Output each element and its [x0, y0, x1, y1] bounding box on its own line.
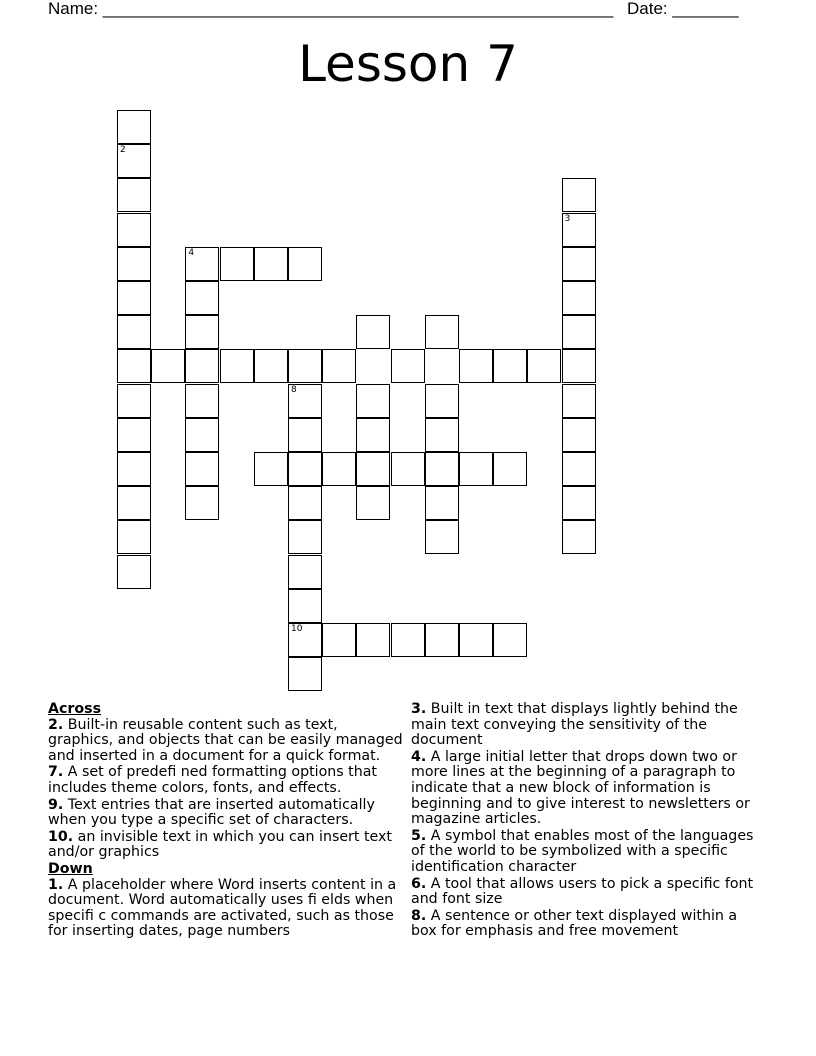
clue-number-label: 10 [291, 624, 303, 634]
grid-cell[interactable] [459, 349, 493, 383]
clue-down-5 [411, 829, 761, 876]
clue-number: 1. [48, 876, 64, 893]
clue-number-label: 2 [120, 145, 126, 156]
grid-cell[interactable] [117, 452, 151, 486]
grid-cell[interactable] [562, 452, 596, 486]
clue-number: 4. [411, 748, 427, 765]
grid-cell[interactable] [288, 657, 322, 691]
clue-text: A placeholder where Word inserts content in a document. Word automatically uses fi elds when specifi c commands are activated, such as those for inserting dates, page numbers [48, 876, 397, 940]
clue-number: 5. [411, 827, 427, 844]
grid-cell[interactable] [117, 144, 151, 178]
grid-cell[interactable] [425, 384, 459, 418]
grid-cell[interactable] [220, 349, 254, 383]
grid-cell[interactable] [288, 486, 322, 520]
clue-number: 2. [48, 716, 64, 733]
grid-cell[interactable] [254, 452, 288, 486]
grid-cell[interactable] [493, 349, 527, 383]
clue-number: 7. [48, 764, 64, 781]
clues-right-column [411, 702, 761, 941]
grid-cell[interactable] [391, 349, 425, 383]
grid-cell[interactable] [117, 486, 151, 520]
grid-cell[interactable] [425, 418, 459, 452]
grid-cell[interactable] [356, 486, 390, 520]
grid-cell[interactable] [288, 520, 322, 554]
grid-cell[interactable] [425, 452, 459, 486]
clue-number-label: 3 [564, 213, 571, 224]
clue-down-4 [411, 750, 761, 828]
grid-cell[interactable] [288, 589, 322, 623]
clue-across-2 [48, 718, 404, 765]
grid-cell[interactable] [117, 178, 151, 212]
grid-cell[interactable] [151, 349, 185, 383]
clue-text: Text entries that are inserted automatically when you type a specific set of characters. [48, 796, 375, 829]
grid-cell[interactable] [288, 384, 322, 418]
clue-number-label: 4 [188, 247, 195, 258]
grid-cell[interactable] [185, 418, 219, 452]
grid-cell[interactable] [562, 178, 596, 212]
grid-cell[interactable] [562, 247, 596, 281]
grid-cell[interactable] [117, 520, 151, 554]
grid-cell[interactable] [220, 247, 254, 281]
grid-cell[interactable] [356, 384, 390, 418]
clue-across-7 [48, 765, 404, 796]
clue-number: 6. [411, 875, 427, 892]
grid-cell[interactable] [117, 418, 151, 452]
grid-cell[interactable] [288, 623, 322, 657]
grid-cell[interactable] [288, 349, 322, 383]
clue-text: A set of predefi ned formatting options that includes theme colors, fonts, and effects. [48, 764, 377, 796]
grid-cell[interactable] [356, 623, 390, 657]
grid-cell[interactable] [562, 418, 596, 452]
clue-number-label: 8 [291, 384, 297, 395]
across-heading: Across [48, 701, 102, 717]
grid-cell[interactable] [322, 623, 356, 657]
clue-text: Built in text that displays lightly behind the main text conveying the sensitivity of the document [411, 701, 738, 749]
clues-left-column [48, 702, 404, 941]
grid-cell[interactable] [288, 555, 322, 589]
grid-cell[interactable] [527, 349, 561, 383]
clue-number: 3. [411, 701, 427, 717]
grid-cell[interactable] [562, 315, 596, 349]
grid-cell[interactable] [185, 349, 219, 383]
grid-cell[interactable] [562, 213, 596, 247]
clue-across-10 [48, 830, 404, 861]
clue-down-1 [48, 878, 404, 940]
grid-cell[interactable] [356, 315, 390, 349]
clue-number: 8. [411, 907, 427, 924]
date-line: Date: _______ [627, 0, 739, 18]
grid-cell[interactable] [117, 213, 151, 247]
grid-cell[interactable] [185, 486, 219, 520]
grid-cell[interactable] [425, 623, 459, 657]
grid-cell[interactable] [562, 281, 596, 315]
name-line: Name: ______________________________________________________ [48, 0, 614, 18]
clue-text: an invisible text in which you can insert text and/or graphics [48, 828, 392, 861]
grid-cell[interactable] [493, 623, 527, 657]
grid-cell[interactable] [288, 418, 322, 452]
grid-cell[interactable] [117, 315, 151, 349]
grid-cell[interactable] [562, 520, 596, 554]
grid-cell[interactable] [254, 349, 288, 383]
clue-number: 9. [48, 796, 64, 813]
grid-cell[interactable] [425, 486, 459, 520]
grid-cell[interactable] [117, 384, 151, 418]
grid-cell[interactable] [391, 623, 425, 657]
grid-cell[interactable] [391, 452, 425, 486]
grid-cell[interactable] [493, 452, 527, 486]
clue-down-8 [411, 909, 761, 940]
clue-text: A tool that allows users to pick a specific font and font size [411, 875, 754, 908]
grid-cell[interactable] [185, 315, 219, 349]
clue-text: A large initial letter that drops down two or more lines at the beginning of a paragraph to indicate that a new block of information is beginning and to give interest to newsletters or magazine articles. [411, 748, 750, 828]
grid-cell[interactable] [117, 349, 151, 383]
grid-cell[interactable] [322, 452, 356, 486]
grid-cell[interactable] [459, 623, 493, 657]
grid-cell[interactable] [117, 110, 151, 144]
grid-cell[interactable] [459, 452, 493, 486]
grid-cell[interactable] [185, 281, 219, 315]
grid-cell[interactable] [254, 247, 288, 281]
grid-cell[interactable] [288, 247, 322, 281]
clue-number: 10. [48, 828, 74, 845]
grid-cell[interactable] [117, 247, 151, 281]
clue-down-6 [411, 877, 761, 908]
clue-text: A symbol that enables most of the languages of the world to be symbolized with a specific identification character [411, 827, 754, 875]
grid-cell[interactable] [425, 520, 459, 554]
grid-cell[interactable] [185, 452, 219, 486]
grid-cell[interactable] [117, 555, 151, 589]
grid-cell[interactable] [425, 315, 459, 349]
clue-down-3 [411, 702, 761, 749]
grid-cell[interactable] [288, 452, 322, 486]
clue-text: A sentence or other text displayed within a box for emphasis and free movement [411, 907, 738, 940]
clue-across-9 [48, 798, 404, 829]
grid-cell[interactable] [356, 418, 390, 452]
grid-cell[interactable] [322, 349, 356, 383]
grid-cell[interactable] [185, 247, 219, 281]
page-title: Lesson 7 [298, 35, 518, 93]
grid-cell[interactable] [562, 486, 596, 520]
grid-cell[interactable] [356, 452, 390, 486]
grid-cell[interactable] [562, 384, 596, 418]
down-heading: Down [48, 860, 93, 877]
clue-text: Built-in reusable content such as text, graphics, and objects that can be easily managed and inserted in a document for a quick format. [48, 716, 403, 764]
grid-cell[interactable] [562, 349, 596, 383]
grid-cell[interactable] [185, 384, 219, 418]
grid-cell[interactable] [117, 281, 151, 315]
